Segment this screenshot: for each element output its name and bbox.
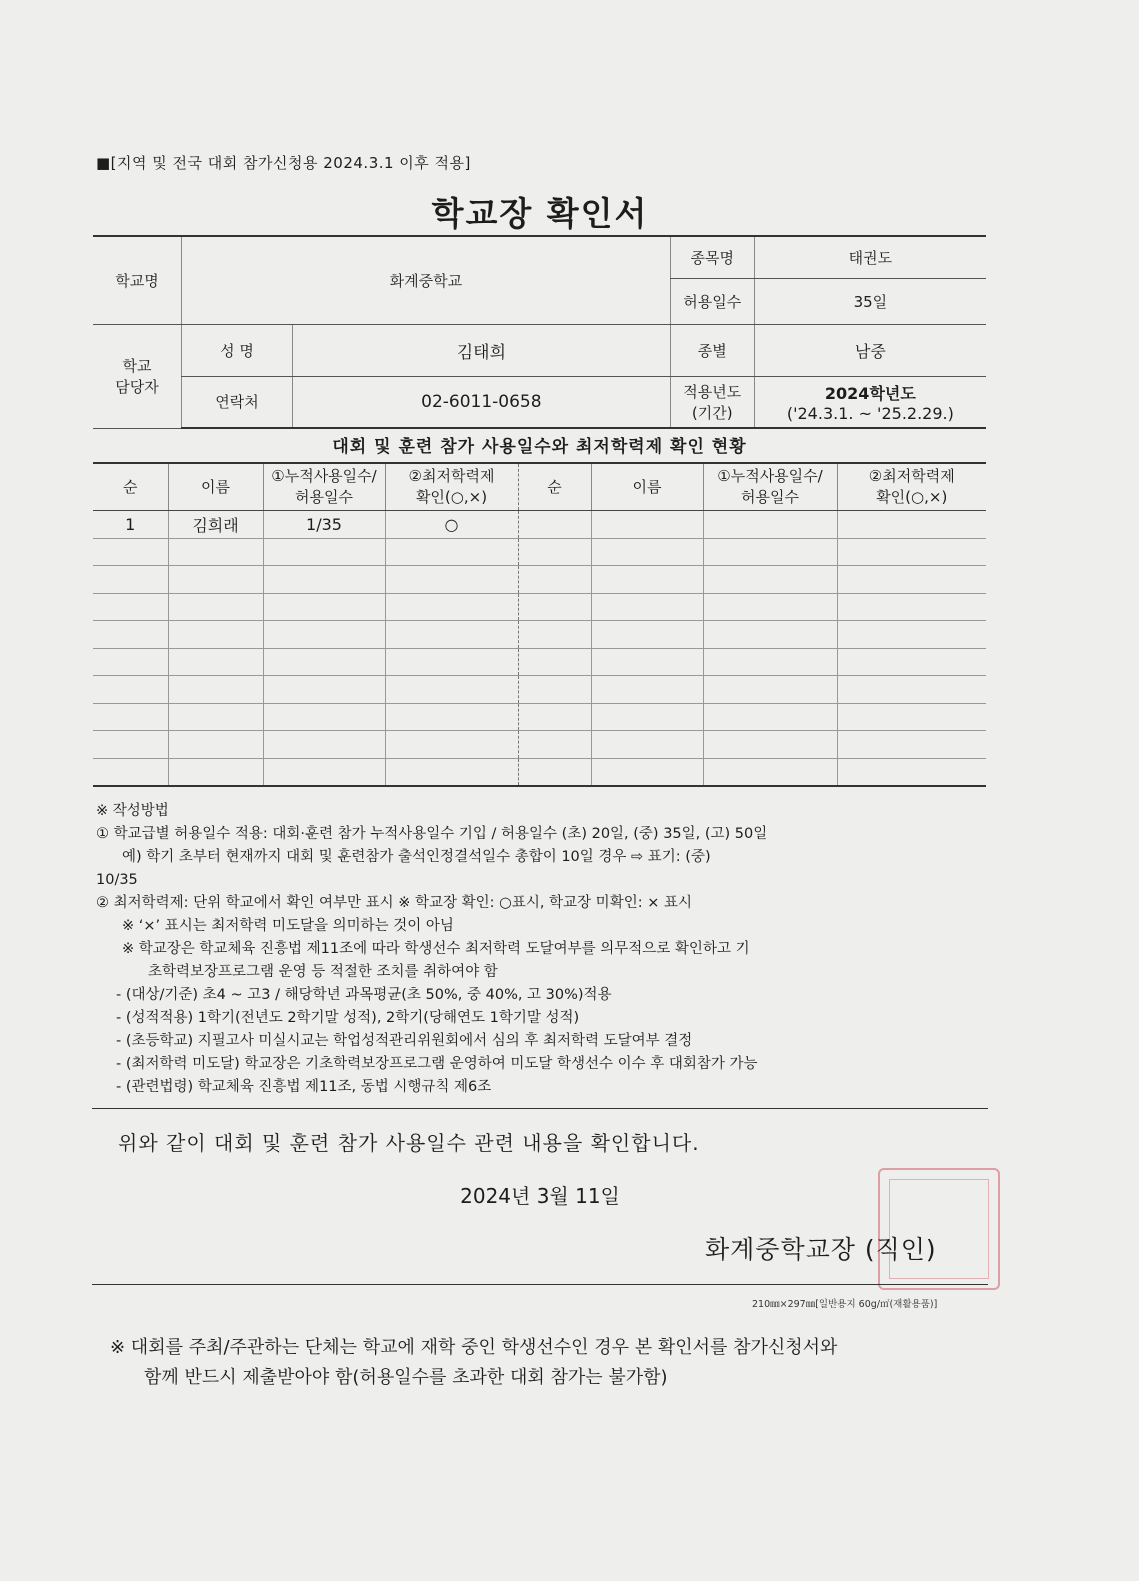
note-line: ① 학교급별 허용일수 적용: 대회·훈련 참가 누적사용일수 기입 / 허용일수 (초) 20일, (중) 35일, (고) 50일 xyxy=(96,826,768,842)
col-header: 이름 xyxy=(591,463,703,511)
table-cell xyxy=(518,703,591,731)
col-header: 이름 xyxy=(168,463,263,511)
issue-date: 2024년 3월 11일 xyxy=(460,1184,620,1208)
table-cell xyxy=(385,758,518,786)
table-cell xyxy=(518,538,591,566)
table-cell xyxy=(93,593,168,621)
table-cell xyxy=(518,648,591,676)
table-cell xyxy=(703,676,837,704)
note-line: - (초등학교) 지필고사 미실시교는 학업성적관리위원회에서 심의 후 최저학력 도달여부 결정 xyxy=(116,1033,693,1049)
table-cell xyxy=(837,648,986,676)
note-line: ※ 학교장은 학교체육 진흥법 제11조에 따라 학생선수 최저학력 도달여부를 의무적으로 확인하고 기 xyxy=(122,941,750,957)
table-cell xyxy=(591,566,703,594)
col-header: ②최저학력제 확인(○,×) xyxy=(837,463,986,511)
phone-value: 02-6011-0658 xyxy=(293,376,671,428)
col-header: ②최저학력제 확인(○,×) xyxy=(385,463,518,511)
note-line: ※ ‘×’ 표시는 최저학력 미도달을 의미하는 것이 아님 xyxy=(122,918,454,934)
table-row xyxy=(93,566,986,594)
table-cell xyxy=(591,648,703,676)
table-cell xyxy=(703,538,837,566)
table-cell xyxy=(93,731,168,759)
note-line: 10/35 xyxy=(96,872,138,888)
sport-label: 종목명 xyxy=(670,236,754,278)
year-value-line1: 2024학년도 xyxy=(824,383,916,403)
form-header-tag: ■[지역 및 전국 대회 참가신청용 2024.3.1 이후 적용] xyxy=(96,154,471,172)
table-cell xyxy=(263,758,385,786)
table-body xyxy=(93,511,986,787)
table-cell xyxy=(837,758,986,786)
note-line: - (최저학력 미도달) 학교장은 기초학력보장프로그램 운영하여 미도달 학생선수 이수 후 대회참가 가능 xyxy=(116,1056,758,1072)
table-cell xyxy=(263,566,385,594)
table-row xyxy=(93,511,986,539)
table-cell xyxy=(837,566,986,594)
table-cell xyxy=(837,538,986,566)
table-row xyxy=(93,621,986,649)
paper-spec: 210㎜×297㎜[일반용지 60g/㎡(재활용품)] xyxy=(752,1299,938,1310)
table-cell xyxy=(93,676,168,704)
table-cell xyxy=(93,621,168,649)
table-row xyxy=(93,676,986,704)
table-cell xyxy=(591,731,703,759)
notes-heading: ※ 작성방법 xyxy=(96,803,169,819)
table-cell xyxy=(518,731,591,759)
table-cell xyxy=(591,676,703,704)
note-line: - (관련법령) 학교체육 진흥법 제11조, 동법 시행규칙 제6조 xyxy=(116,1079,492,1095)
divider xyxy=(92,1284,988,1285)
year-value-line2: ('24.3.1. ~ '25.2.29.) xyxy=(786,403,954,423)
section-title: 대회 및 훈련 참가 사용일수와 최저학력제 확인 현황 xyxy=(332,437,747,457)
table-cell xyxy=(385,731,518,759)
table-cell xyxy=(168,593,263,621)
table-cell xyxy=(93,648,168,676)
footnote-line: ※ 대회를 주최/주관하는 단체는 학교에 재학 중인 학생선수인 경우 본 확인서를 참가신청서와 xyxy=(110,1337,838,1358)
table-cell xyxy=(591,621,703,649)
table-row xyxy=(93,758,986,786)
table-cell: ○ xyxy=(385,511,518,539)
table-cell xyxy=(168,648,263,676)
table-row xyxy=(93,703,986,731)
table-cell xyxy=(591,758,703,786)
table-cell xyxy=(837,731,986,759)
table-cell xyxy=(263,703,385,731)
table-cell xyxy=(518,511,591,539)
participation-table xyxy=(93,462,986,787)
divider xyxy=(92,1108,988,1109)
table-row xyxy=(93,593,986,621)
table-cell xyxy=(263,648,385,676)
table-cell xyxy=(703,731,837,759)
table-cell xyxy=(385,538,518,566)
table-cell: 1/35 xyxy=(263,511,385,539)
sport-value: 태권도 xyxy=(754,236,986,278)
table-cell xyxy=(591,703,703,731)
principal-signature: 화계중학교장 (직인) xyxy=(705,1235,937,1264)
table-cell xyxy=(518,593,591,621)
allowed-days-value: 35일 xyxy=(754,278,986,324)
name-label: 성 명 xyxy=(182,324,293,376)
table-cell xyxy=(385,703,518,731)
table-cell xyxy=(837,621,986,649)
phone-label: 연락처 xyxy=(182,376,293,428)
table-cell: 김희래 xyxy=(168,511,263,539)
table-cell xyxy=(263,676,385,704)
table-cell xyxy=(837,593,986,621)
col-header: 순 xyxy=(518,463,591,511)
table-cell xyxy=(385,621,518,649)
info-table xyxy=(93,235,986,429)
table-cell xyxy=(93,566,168,594)
table-cell xyxy=(518,566,591,594)
table-cell xyxy=(703,758,837,786)
contact-person-label-line2: 담당자 xyxy=(115,378,159,396)
type-label: 종별 xyxy=(670,324,754,376)
table-cell xyxy=(591,538,703,566)
footnote xyxy=(110,1333,990,1393)
table-cell xyxy=(703,621,837,649)
year-value xyxy=(754,376,986,428)
document-title: 학교장 확인서 xyxy=(431,194,649,233)
table-cell xyxy=(385,676,518,704)
note-line: - (성적적용) 1학기(전년도 2학기말 성적), 2학기(당해연도 1학기말 성적) xyxy=(116,1010,580,1026)
table-cell xyxy=(703,648,837,676)
table-cell xyxy=(591,593,703,621)
note-line: - (대상/기준) 초4 ~ 고3 / 해당학년 과목평균(초 50%, 중 40%, 고 30%)적용 xyxy=(116,987,612,1003)
table-cell: 1 xyxy=(93,511,168,539)
table-cell xyxy=(837,676,986,704)
note-line: 초학력보장프로그램 운영 등 적절한 조치를 취하여야 함 xyxy=(148,964,498,980)
table-cell xyxy=(703,703,837,731)
table-cell xyxy=(518,676,591,704)
footnote-line: 함께 반드시 제출받아야 함(허용일수를 초과한 대회 참가는 불가함) xyxy=(144,1367,668,1388)
school-value: 화계중학교 xyxy=(182,236,671,324)
table-cell xyxy=(837,703,986,731)
allowed-days-label: 허용일수 xyxy=(670,278,754,324)
table-cell xyxy=(168,758,263,786)
instructions xyxy=(96,800,986,1099)
table-header-row xyxy=(93,463,986,511)
table-cell xyxy=(837,511,986,539)
table-cell xyxy=(263,731,385,759)
year-label-line2: (기간) xyxy=(691,403,733,422)
table-cell xyxy=(168,538,263,566)
table-row xyxy=(93,538,986,566)
table-cell xyxy=(518,758,591,786)
table-cell xyxy=(385,648,518,676)
note-line: 예) 학기 초부터 현재까지 대회 및 훈련참가 출석인정결석일수 총합이 10일 경우 ⇨ 표기: (중) xyxy=(122,849,711,865)
table-cell xyxy=(263,538,385,566)
year-label-line1: 적용년도 xyxy=(683,382,742,401)
col-header: ①누적사용일수/ 허용일수 xyxy=(263,463,385,511)
table-cell xyxy=(93,538,168,566)
table-cell xyxy=(385,566,518,594)
table-cell xyxy=(591,511,703,539)
table-cell xyxy=(168,703,263,731)
table-cell xyxy=(168,731,263,759)
table-cell xyxy=(93,758,168,786)
table-cell xyxy=(518,621,591,649)
table-cell xyxy=(168,566,263,594)
col-header: 순 xyxy=(93,463,168,511)
table-cell xyxy=(385,593,518,621)
table-row xyxy=(93,731,986,759)
school-label: 학교명 xyxy=(93,236,182,324)
table-cell xyxy=(168,621,263,649)
table-cell xyxy=(703,593,837,621)
table-cell xyxy=(93,703,168,731)
col-header: ①누적사용일수/ 허용일수 xyxy=(703,463,837,511)
table-row xyxy=(93,648,986,676)
name-value: 김태희 xyxy=(293,324,671,376)
note-line: ② 최저학력제: 단위 학교에서 확인 여부만 표시 ※ 학교장 확인: ○표시, 학교장 미확인: × 표시 xyxy=(96,895,692,911)
official-seal-icon xyxy=(878,1168,1000,1290)
table-cell xyxy=(703,511,837,539)
confirmation-statement: 위와 같이 대회 및 훈련 참가 사용일수 관련 내용을 확인합니다. xyxy=(118,1131,700,1155)
year-label xyxy=(670,376,754,428)
table-cell xyxy=(168,676,263,704)
type-value: 남중 xyxy=(754,324,986,376)
contact-person-label-line1: 학교 xyxy=(122,357,152,375)
contact-person-label xyxy=(93,324,182,428)
table-cell xyxy=(703,566,837,594)
table-cell xyxy=(263,621,385,649)
table-cell xyxy=(263,593,385,621)
